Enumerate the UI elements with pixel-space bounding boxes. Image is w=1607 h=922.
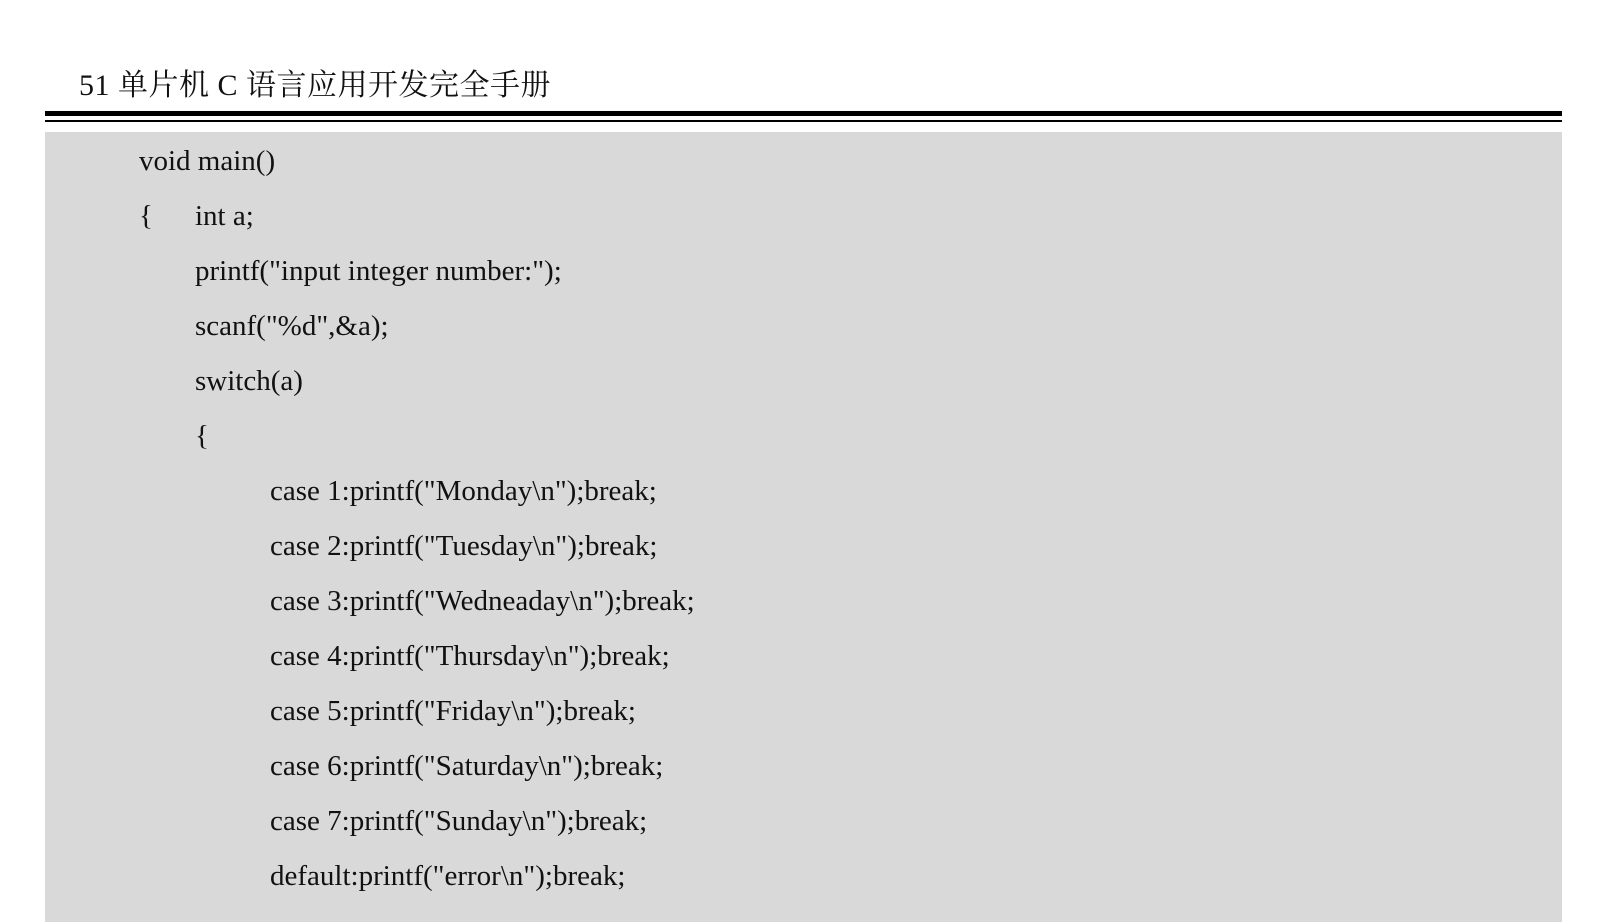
code-listing — [45, 132, 1562, 922]
code-line-case-7: case 7:printf("Sunday\n");break; — [270, 805, 648, 837]
code-line-main-signature: void main() — [139, 145, 276, 177]
code-line-default: default:printf("error\n");break; — [270, 860, 626, 892]
code-line-printf-prompt: printf("input integer number:"); — [195, 255, 562, 287]
header-rule-thick — [45, 111, 1562, 116]
code-line-case-6: case 6:printf("Saturday\n");break; — [270, 750, 664, 782]
code-line-case-1: case 1:printf("Monday\n");break; — [270, 475, 657, 507]
code-line-scanf: scanf("%d",&a); — [195, 310, 389, 342]
code-line-case-5: case 5:printf("Friday\n");break; — [270, 695, 636, 727]
code-line-open-brace: { — [139, 200, 153, 232]
header-rule-thin — [45, 120, 1562, 122]
code-line-declare-a: int a; — [195, 200, 254, 232]
code-line-switch: switch(a) — [195, 365, 303, 397]
code-line-case-3: case 3:printf("Wedneaday\n");break; — [270, 585, 695, 617]
code-line-case-2: case 2:printf("Tuesday\n");break; — [270, 530, 658, 562]
code-line-case-4: case 4:printf("Thursday\n");break; — [270, 640, 670, 672]
page-header-title: 51 单片机 C 语言应用开发完全手册 — [79, 69, 552, 102]
code-line-switch-brace: { — [195, 420, 209, 452]
